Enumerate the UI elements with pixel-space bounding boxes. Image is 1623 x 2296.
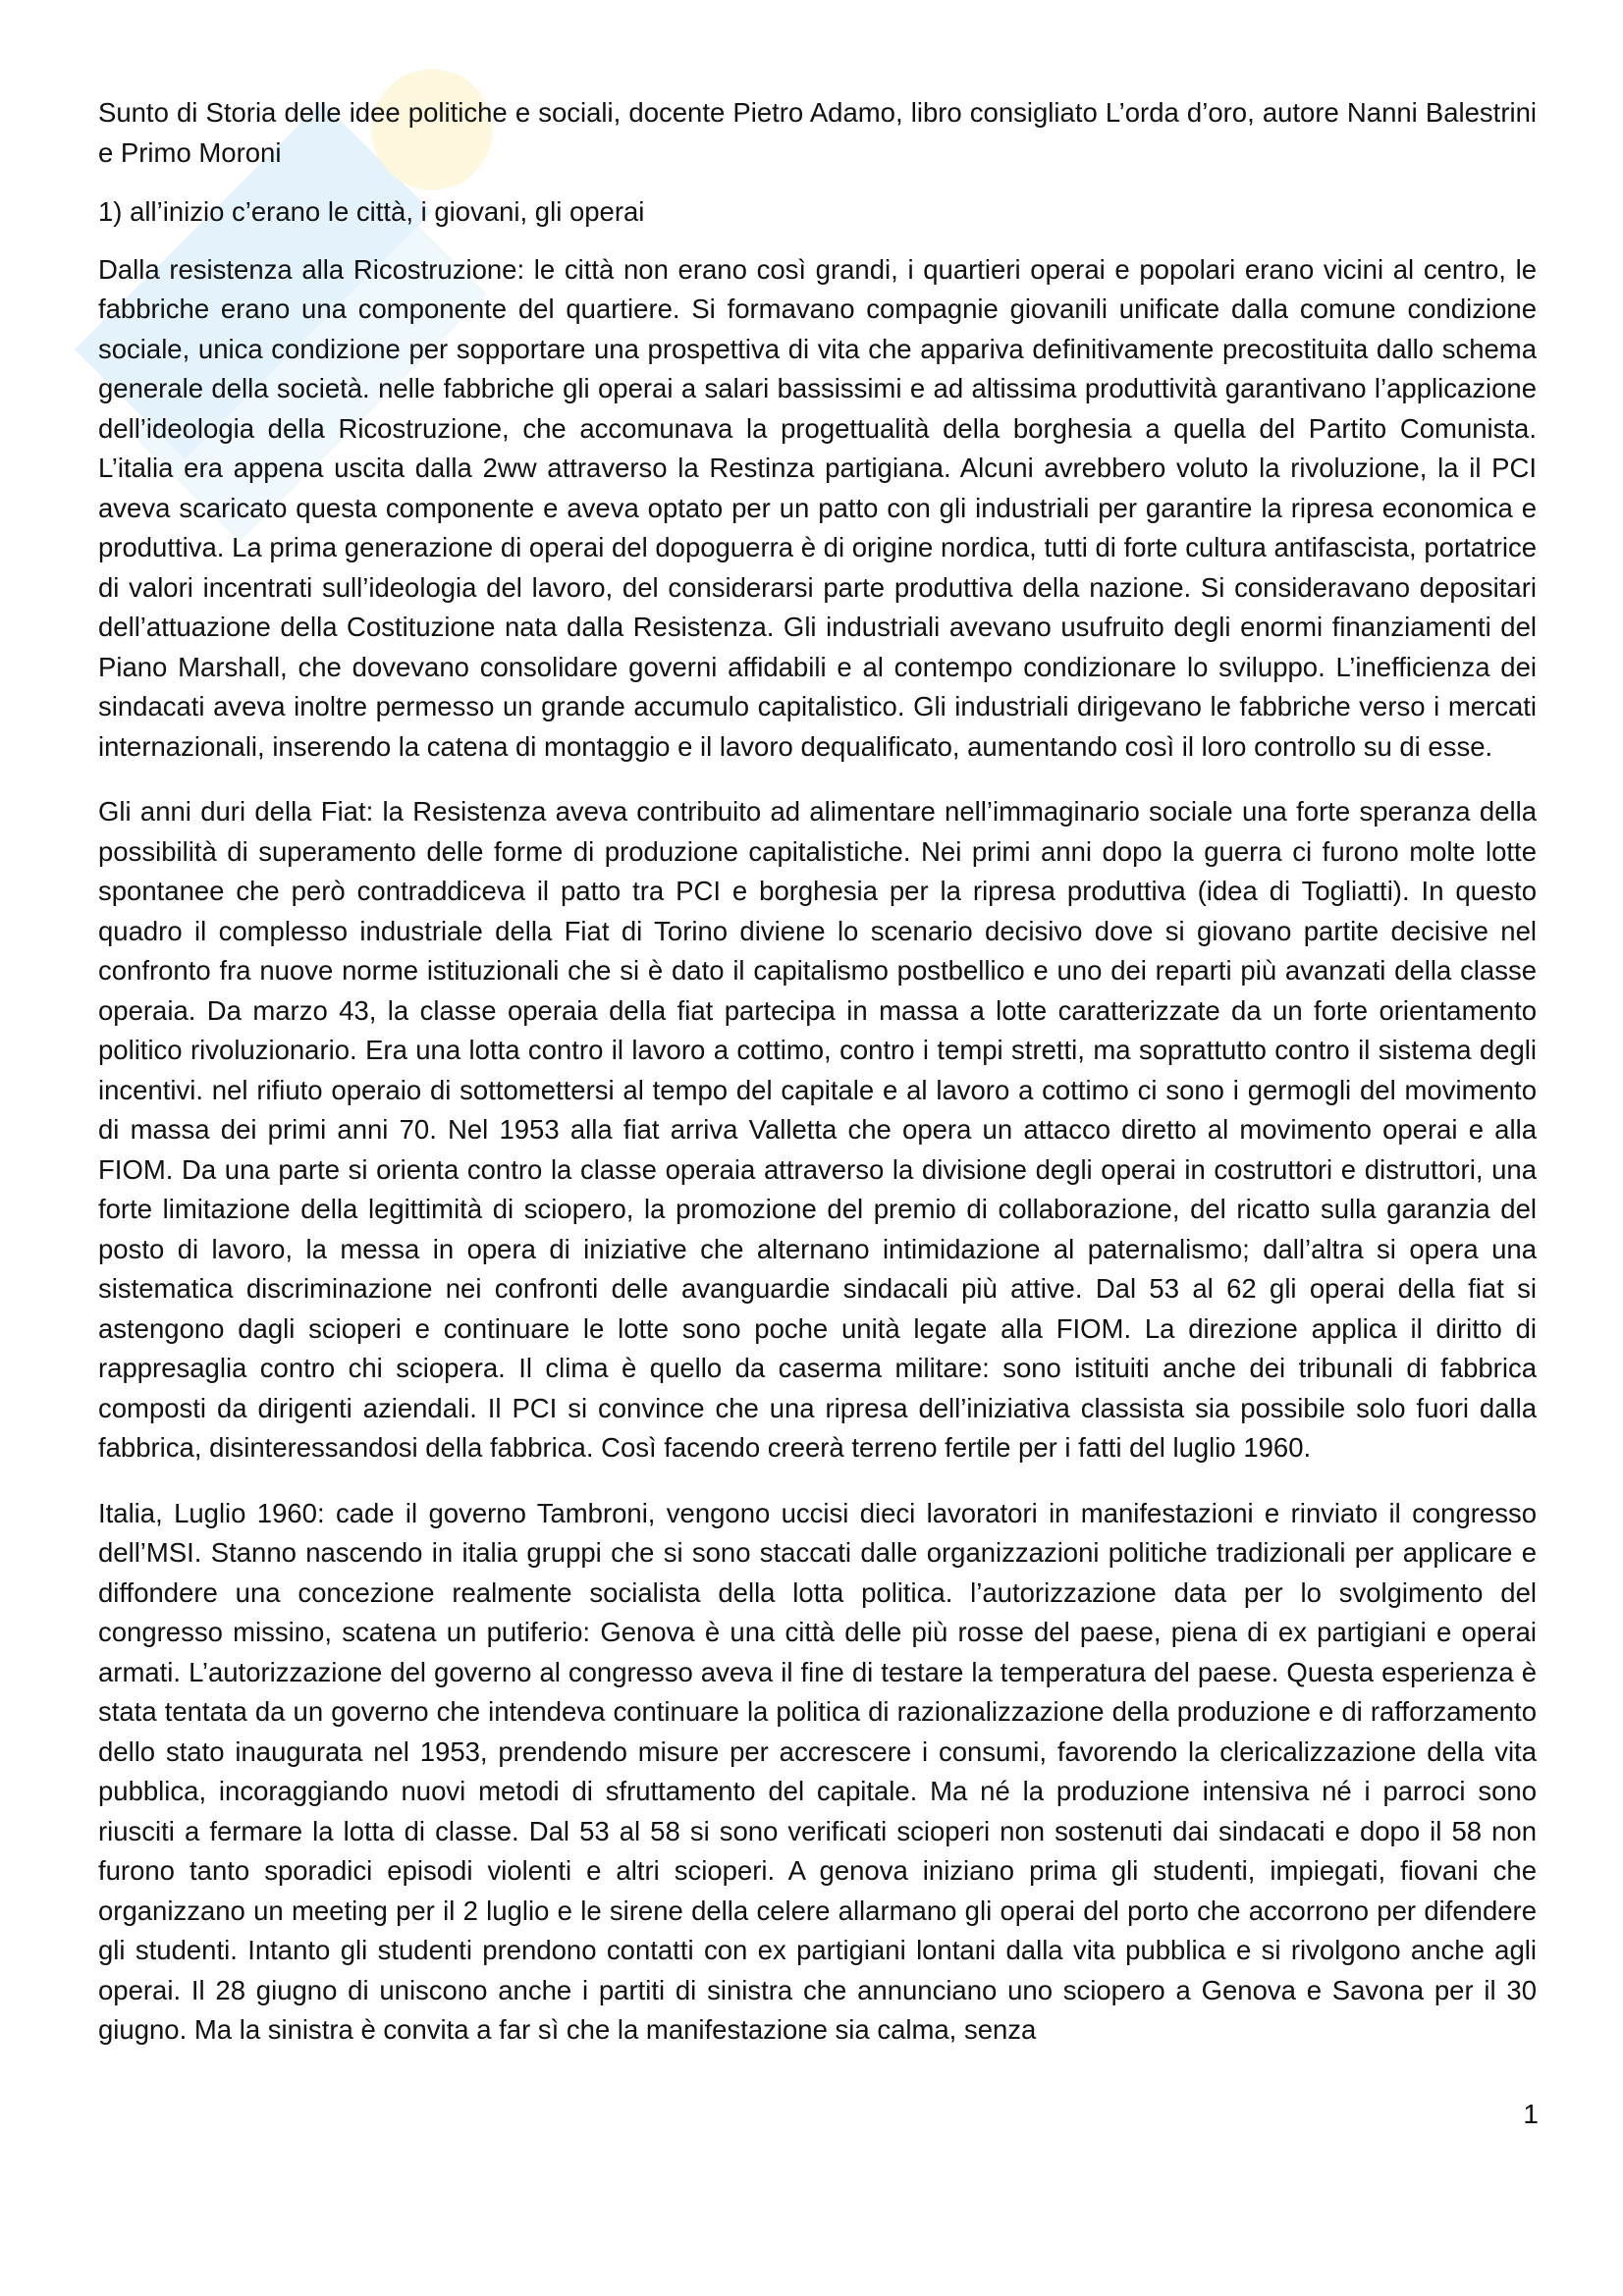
paragraph-ricostruzione: Dalla resistenza alla Ricostruzione: le città non erano così grandi, i quartieri operai e popolari erano vicini al centro, le fabbriche erano una componente del quartiere. Si formavano compagnie giovanili unificate dalla comune condizione sociale, unica condizione per sopportare una prospettiva di vita che appariva definitivamente precostituita dallo schema generale della società. nelle fabbriche gli operai a salari bassissimi e ad altissima produttività garantivano l’applicazione dell’ideologia della Ricostruzione, che accomunava la progettualità della borghesia a quella del Partito Comunista. L’italia era appena uscita dalla 2ww attraverso la Restinza partigiana. Alcuni avrebbero voluto la rivoluzione, la il PCI aveva scaricato questa componente e aveva optato per un patto con gli industriali per garantire la ripresa economica e produttiva. La prima generazione di operai del dopoguerra è di origine nordica, tutti di forte cultura antifascista, portatrice di valori incentrati sull’ideologia del lavoro, del considerarsi parte produttiva della nazione. Si consideravano depositari dell’attuazione della Costituzione nata dalla Resistenza. Gli industriali avevano usufruito degli enormi finanziamenti del Piano Marshall, che dovevano consolidare governi affidabili e al contempo condizionare lo sviluppo. L’inefficienza dei sindacati aveva inoltre permesso un grande accumulo capitalistico. Gli industriali dirigevano le fabbriche verso i mercati internazionali, inserendo la catena di montaggio e il lavoro dequalificato, aumentando così il loro controllo su di esse. [98,253,1537,762]
page-number: 1 [1523,2099,1539,2129]
document-title: Sunto di Storia delle idee politiche e sociali, docente Pietro Adamo, libro consigliato L’orda d’oro, autore Nanni Balestrini e Primo Moroni [98,97,1537,168]
section-heading: 1) all’inizio c’erano le città, i giovani, gli operai [98,196,645,227]
paragraph-fiat: Gli anni duri della Fiat: la Resistenza aveva contribuito ad alimentare nell’immaginario sociale una forte speranza della possibilità di superamento delle forme di produzione capitalistiche. Nei primi anni dopo la guerra ci furono molte lotte spontanee che però contraddiceva il patto tra PCI e borghesia per la ripresa produttiva (idea di Togliatti). In questo quadro il complesso industriale della Fiat di Torino diviene lo scenario decisivo dove si giovano partite decisive nel confronto fra nuove norme istituzionali che si è dato il capitalismo postbellico e uno dei reparti più avanzati della classe operaia. Da marzo 43, la classe operaia della fiat partecipa in massa a lotte caratterizzate da un forte orientamento politico rivoluzionario. Era una lotta contro il lavoro a cottimo, contro i tempi stretti, ma soprattutto contro il sistema degli incentivi. nel rifiuto operaio di sottomettersi al tempo del capitale e al lavoro a cottimo ci sono i germogli del movimento di massa dei primi anni 70. Nel 1953 alla fiat arriva Valletta che opera un attacco diretto al movimento operai e alla FIOM. Da una parte si orienta contro la classe operaia attraverso la divisione degli operai in costruttori e distruttori, una forte limitazione della legittimità di sciopero, la promozione del premio di collaborazione, del ricatto sulla garanzia del posto di lavoro, la messa in opera di iniziative che alternano intimidazione al paternalismo; dall’altra si opera una sistematica discriminazione nei confronti delle avanguardie sindacali più attive. Dal 53 al 62 gli operai della fiat si astengono dagli scioperi e continuare le lotte sono poche unità legate alla FIOM. La direzione applica il diritto di rappresaglia contro chi sciopera. Il clima è quello da caserma militare: sono istituiti anche dei tribunali di fabbrica composti da dirigenti aziendali. Il PCI si convince che una ripresa dell’iniziativa classista sia possibile solo fuori dalla fabbrica, disinteressandosi della fabbrica. Così facendo creerà terreno fertile per i fatti del luglio 1960. [98,796,1537,1463]
document-body [98,93,1537,2076]
paragraph-luglio-1960: Italia, Luglio 1960: cade il governo Tambroni, vengono uccisi dieci lavoratori in manifestazioni e rinviato il congresso dell’MSI. Stanno nascendo in italia gruppi che si sono staccati dalle organizzazioni politiche tradizionali per applicare e diffondere una concezione realmente socialista della lotta politica. l’autorizzazione data per lo svolgimento del congresso missino, scatena un putiferio: Genova è una città delle più rosse del paese, piena di ex partigiani e operai armati. L’autorizzazione del governo al congresso aveva il fine di testare la temperatura del paese. Questa esperienza è stata tentata da un governo che intendeva continuare la politica di razionalizzazione della produzione e di rafforzamento dello stato inaugurata nel 1953, prendendo misure per accrescere i consumi, favorendo la clericalizzazione della vita pubblica, incoraggiando nuovi metodi di sfruttamento del capitale. Ma né la produzione intensiva né i parroci sono riusciti a fermare la lotta di classe. Dal 53 al 58 si sono verificati scioperi non sostenuti dai sindacati e dopo il 58 non furono tanto sporadici episodi violenti e altri scioperi. A genova iniziano prima gli studenti, impiegati, fiovani che organizzano un meeting per il 2 luglio e le sirene della celere allarmano gli operai del porto che accorrono per difendere gli studenti. Intanto gli studenti prendono contatti con ex partigiani lontani dalla vita pubblica e si rivolgono anche agli operai. Il 28 giugno di uniscono anche i partiti di sinistra che annunciano uno sciopero a Genova e Savona per il 30 giugno. Ma la sinistra è convita a far sì che la manifestazione sia calma, senza [98,1497,1537,2045]
